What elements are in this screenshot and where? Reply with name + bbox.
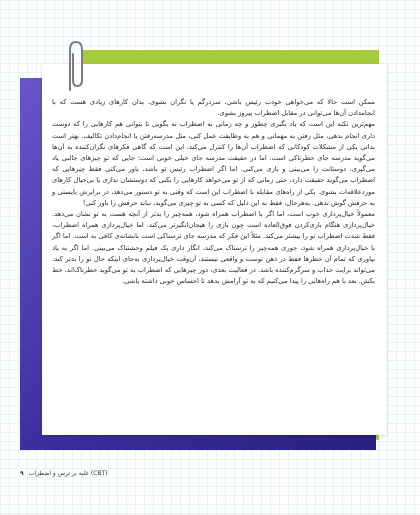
paper-sheet [42,64,387,435]
page-footer [20,470,108,477]
page-number: ۹ [20,470,24,477]
paragraph: مهم‌ترین نکته این است که یاد بگیری چطور و چه زمانی به اضطراب نه بگویی تا بتوانی هم کارهایی را که دوست داری انجام بدهی، مثل رفتن به مهمانی و هم به وظایفت عمل کنی، مثل مدرسه‌رفتن یا انجام‌دادن تکالیف. بهتر است بدانی یکی از مشکلات کودکانی که اضطراب آن‌ها را کنترل می‌کند، این است که گاهی فکرهای نگران‌کننده به آن‌ها می‌گوید مدرسه جای خطرناکی است. اما در حقیقت مدرسه جای خیلی خوبی است؛ جایی که تو چیزهای جالبی یاد می‌گیری، دوستانت را می‌بینی و بازی می‌کنی. اما اگر اضطراب رئیس تو باشد، باور می‌کنی فقط چیزهایی که اضطراب می‌گوید حقیقت دارد، حتی زمانی که از تو می‌خواهد کارهایی را بکنی که دوستشان نداری یا بی‌خیال کارهای موردعلاقه‌ات بشوی. یکی از راه‌های مقابله با اضطراب این است که وقتی به تو دستور می‌دهد، در برابرش بایستی و به حرفش گوش ندهی. به‌هرحال، فقط به این دلیل که کسی به تو چیزی می‌گوید، نباید حرفش را باور کنی! [52,120,375,207]
footer-title: غلبه بر ترس و اضطراب (CBT) [28,470,108,477]
body-text [52,97,375,287]
paragraph: معمولاً خیال‌پردازی خوب است، اما اگر با اضطراب همراه شود، همه‌چیز را بدتر از آنچه هست به تو نشان می‌دهد. خیال‌پردازی هنگام بازی‌کردن فوق‌العاده است چون بازی را هیجان‌انگیزتر می‌کند. اما خیال‌پردازی همراه اضطراب، فقط شدت اضطراب تو را بیشتر می‌کند. مثلاً این فکر که مدرسه جای ترسناکی است بانشانه‌ی کافی به است. اما اگر با خیال‌پردازی همراه شود، جوری همه‌چیز را ترسناک می‌کند، انگار داری یک فیلم وحشتناک می‌بینی. اما اگر به یاد بیاوری که تمام آن خطرها فقط در ذهن توست و واقعی نیستند، آن‌وقت خیال‌پردازی به‌جای اینکه حال تو را بدتر کند، می‌تواند برایت جذاب و سرگرم‌کننده باشد. در فعالیت بعدی، دور چیزهایی که اضطراب به تو می‌گوید خطرناک‌اند، خط بکش. بعد با هم راه‌هایی را پیدا می‌کنیم که به تو آرامش بدهد تا احساس خوبی داشته باشی. [52,210,375,286]
paperclip-icon [64,38,86,94]
paragraph: ممکن است حالا که می‌خواهی خودت رئیس باشی، سردرگم یا نگران بشوی. بدان کارهای زیادی هست که با انجامدادن آن‌ها می‌توانی در مقابل اضطراب پیروز بشوی. [52,98,375,118]
